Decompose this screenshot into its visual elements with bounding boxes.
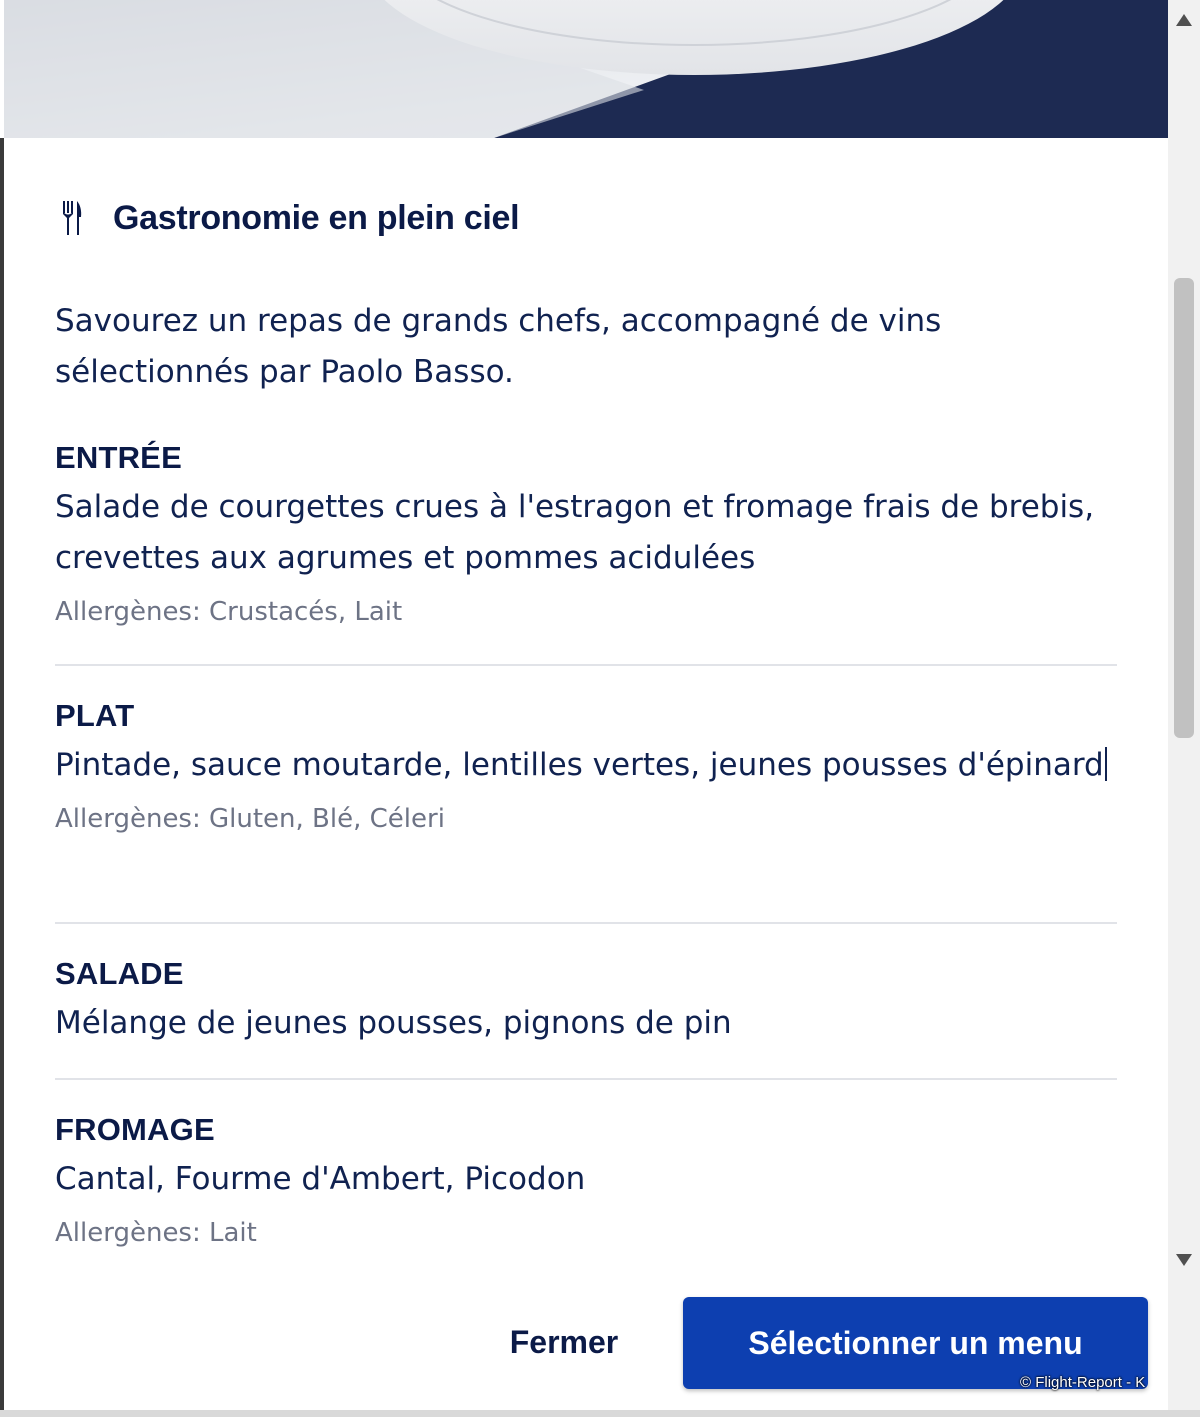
course-salade [55,954,1117,1049]
course-description: Cantal, Fourme d'Ambert, Picodon [55,1161,586,1197]
left-edge-shadow [0,138,4,1417]
watermark: © Flight-Report - K [1020,1374,1146,1391]
intro-text: Savourez un repas de grands chefs, accompagné de vins sélectionnés par Paolo Basso. [55,303,942,390]
dialog-header [55,196,519,240]
divider [55,664,1117,666]
hero-image [4,0,1168,138]
hero-plate-image [4,0,1168,138]
course-fromage [55,1110,1117,1253]
course-allergens: Allergènes: Gluten, Blé, Céleri [55,804,445,834]
select-menu-button[interactable]: Sélectionner un menu [683,1297,1148,1389]
course-plat [55,696,1117,839]
divider [55,922,1117,924]
course-allergens: Allergènes: Lait [55,1218,257,1248]
course-name: PLAT [55,698,135,733]
course-allergens: Allergènes: Crustacés, Lait [55,597,403,627]
fork-knife-icon [61,201,83,235]
course-description [55,740,1117,791]
course-entree [55,438,1117,632]
text-cursor [1105,747,1107,781]
dialog-title: Gastronomie en plein ciel [113,198,520,237]
vertical-scrollbar[interactable] [1168,0,1200,1417]
course-description-text: Pintade, sauce moutarde, lentilles vertes, jeunes pousses d'épinard [55,747,1104,783]
scrollbar-thumb[interactable] [1174,278,1194,738]
close-button[interactable]: Fermer [479,1314,649,1370]
course-description: Mélange de jeunes pousses, pignons de pin [55,1005,732,1041]
course-name: SALADE [55,956,184,991]
dialog-footer [4,1278,1168,1417]
course-name: ENTRÉE [55,440,182,475]
scroll-up-arrow-icon[interactable] [1176,14,1192,26]
bottom-edge [0,1410,1200,1417]
divider [55,1078,1117,1080]
course-name: FROMAGE [55,1112,215,1147]
scroll-down-arrow-icon[interactable] [1176,1254,1192,1266]
course-description: Salade de courgettes crues à l'estragon et fromage frais de brebis, crevettes aux agrumes et pommes acidulées [55,489,1095,576]
